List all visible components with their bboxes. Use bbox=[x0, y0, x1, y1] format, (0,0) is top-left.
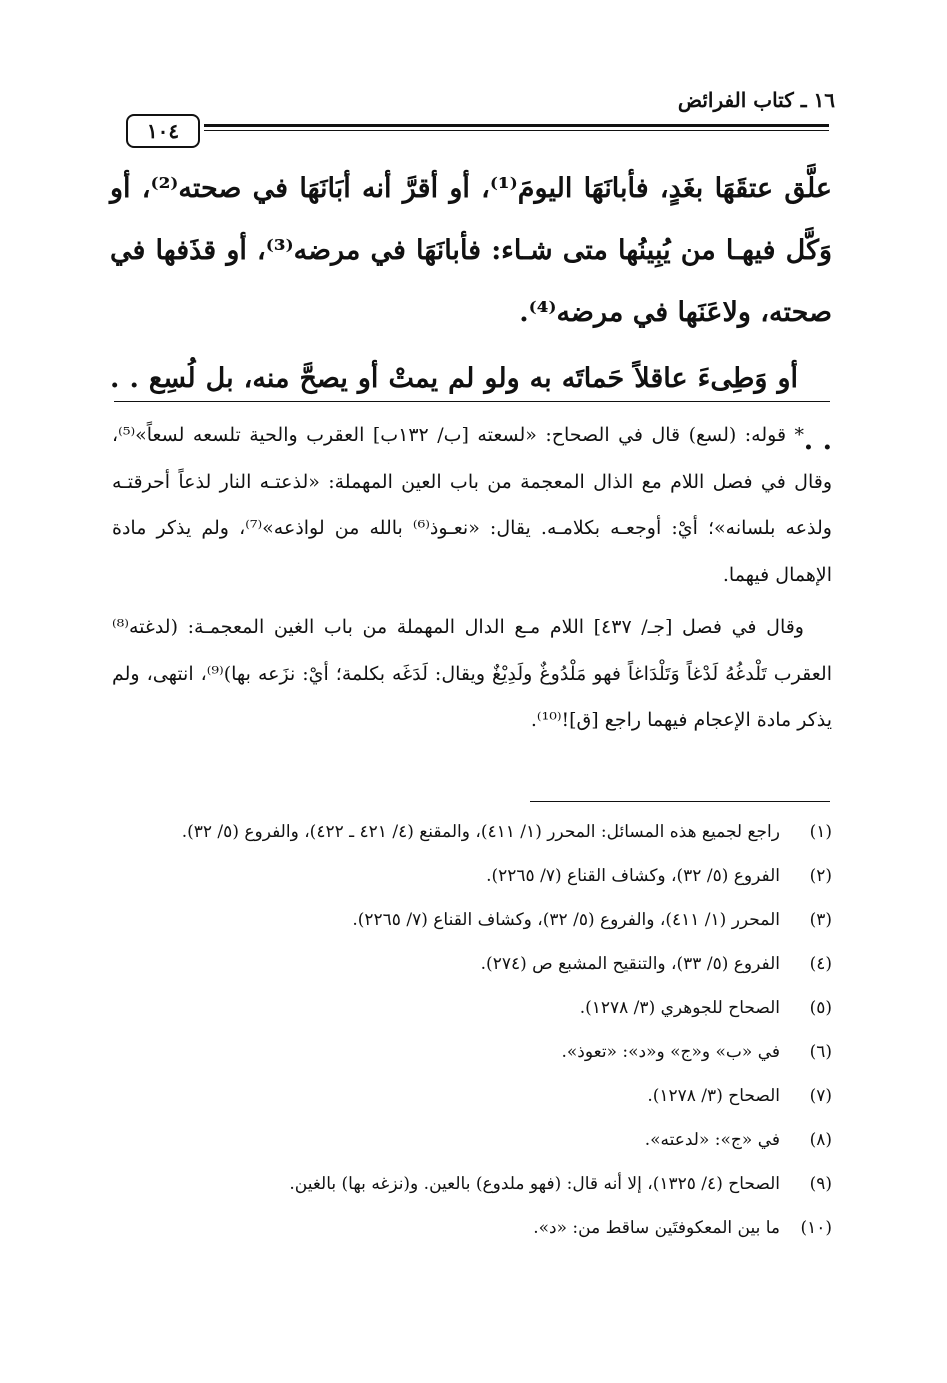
footnote-text: الصحاح (٣/ ١٢٧٨). bbox=[647, 1086, 780, 1106]
footnote-number: (١٠) bbox=[800, 1218, 832, 1238]
commentary-paragraph: * قوله: (لسع) قال في الصحاح: «لسعته [ب/ ١٣٢ب] العقرب والحية تلسعه لسعاً»⁽⁵⁾، وقال في فصل اللام مع الذال المعجمة من باب العين المهملة: «لذعتـه النار لذعاً أحرقتـه ولذعه بلسانه»؛ أيْ: أوجعـه بكلامـه. يقال: «نعـوذ⁽⁶⁾ بالله من لواذعه»⁽⁷⁾، ولم يذكر مادة الإهمال فيهما. bbox=[112, 424, 832, 586]
footnote bbox=[112, 859, 832, 893]
footnote-text: الصحاح للجوهري (٣/ ١٢٧٨). bbox=[579, 998, 780, 1018]
footnote-text: ما بين المعكوفتَين ساقط من: «د». bbox=[533, 1218, 780, 1238]
header-rule bbox=[204, 124, 829, 131]
footnote-number: (٣) bbox=[809, 910, 832, 930]
footnote-number: (٩) bbox=[809, 1174, 832, 1194]
page-number: ١٠٤ bbox=[126, 114, 200, 148]
footnote-text: المحرر (١/ ٤١١)، والفروع (٥/ ٣٢)، وكشاف القناع (٧/ ٢٢٦٥). bbox=[352, 910, 780, 930]
footnote-number: (٢) bbox=[809, 866, 832, 886]
main-paragraph: أو وَطِىءَ عاقلاً حَماتَه به ولو لم يمتْ أو يصحَّ منه، بل لُسِع . . . . bbox=[110, 363, 832, 456]
footnote-text: الفروع (٥/ ٣٣)، والتنقيح المشبع ص (٢٧٤). bbox=[480, 954, 780, 974]
footnote-text: في «ب» و«ج» و«د»: «تعوذ». bbox=[561, 1042, 780, 1062]
footnote-number: (٦) bbox=[809, 1042, 832, 1062]
footnote-divider bbox=[530, 801, 830, 802]
footnote-number: (٨) bbox=[809, 1130, 832, 1150]
footnote-number: (٤) bbox=[809, 954, 832, 974]
main-paragraph: علَّق عتقَهَا بغَدٍ، فأبانَهَا اليومَ⁽¹⁾، أو أقرَّ أنه أبَانَهَا في صحته⁽²⁾، أو وَكَّل فيهـا من يُبِينُها متى شـاء: فأبانَهَا في مرضه⁽³⁾، أو قذَفها في صحته، ولاعَنَها في مرضه⁽⁴⁾. bbox=[110, 173, 832, 328]
footnote bbox=[112, 815, 832, 849]
footnote-text: في «ج»: «لدعته». bbox=[644, 1130, 780, 1150]
footnote bbox=[112, 991, 832, 1025]
footnote bbox=[112, 1123, 832, 1157]
footnote bbox=[112, 947, 832, 981]
footnote bbox=[112, 1167, 832, 1201]
footnotes-list bbox=[112, 815, 832, 1255]
footnote-number: (٥) bbox=[809, 998, 832, 1018]
footnote bbox=[112, 1079, 832, 1113]
commentary-paragraph: وقال في فصل [جـ/ ٤٣٧] اللام مـع الدال المهملة من باب الغين المعجمـة: (لدغته⁽⁸⁾ العقرب تَلْدغُهُ لَدْغاً وَتَلْدَاغاً فهو مَلْدُوغٌ ولَدِيْغٌ ويقال: لَدَغَه بكلمة؛ أيْ: نزَعه بها)⁽⁹⁾، انتهى، ولم يذكر مادة الإعجام فيهما راجع [ق]!⁽¹⁰⁾. bbox=[112, 616, 832, 731]
footnote-text: راجع لجميع هذه المسائل: المحرر (١/ ٤١١)، والمقنع (٤/ ٤٢١ ـ ٤٢٢)، والفروع (٥/ ٣٢). bbox=[181, 822, 780, 842]
footnote bbox=[112, 1035, 832, 1069]
footnote-number: (٧) bbox=[809, 1086, 832, 1106]
running-title: ١٦ ـ كتاب الفرائض bbox=[677, 88, 835, 112]
commentary bbox=[112, 412, 832, 744]
footnote bbox=[112, 903, 832, 937]
footnote-text: الفروع (٥/ ٣٢)، وكشاف القناع (٧/ ٢٢٦٥). bbox=[486, 866, 780, 886]
section-divider bbox=[114, 401, 830, 402]
footnote-text: الصحاح (٤/ ١٣٢٥)، إلا أنه قال: (فهو ملدوع) بالعين. و(نزغه بها) بالغين. bbox=[289, 1174, 780, 1194]
footnote bbox=[112, 1211, 832, 1245]
footnote-number: (١) bbox=[809, 822, 832, 842]
